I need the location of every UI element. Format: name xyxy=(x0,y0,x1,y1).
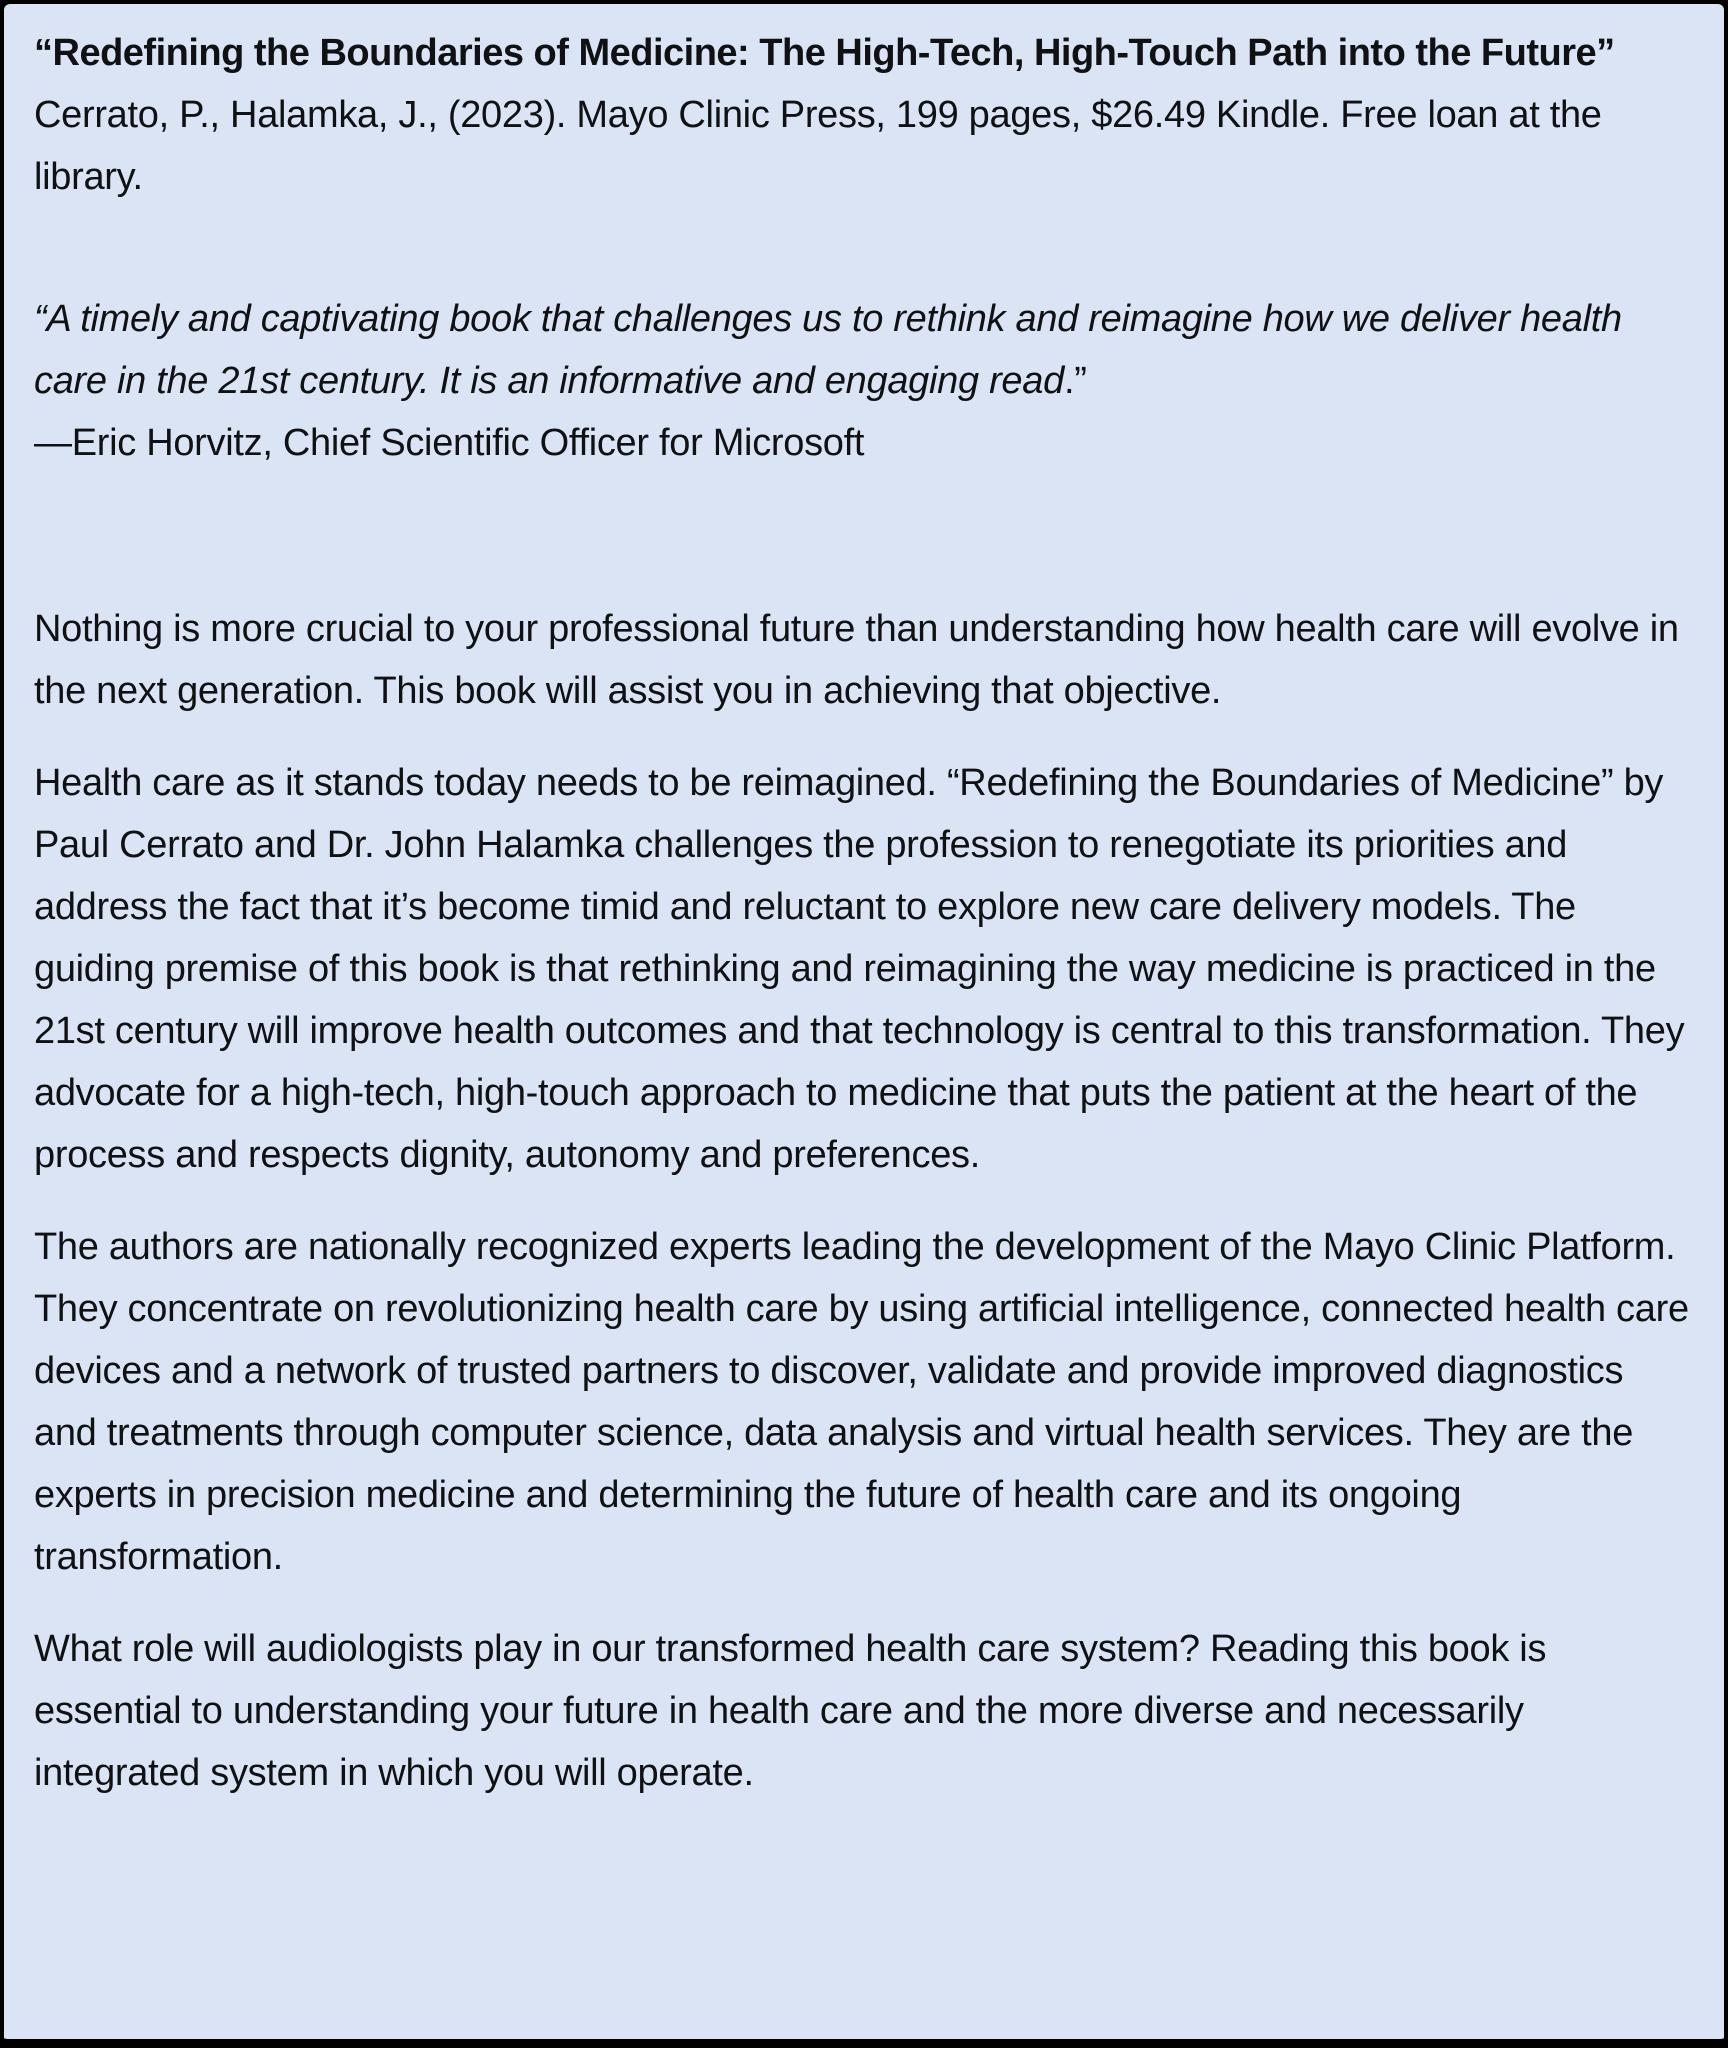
endorsement-quote xyxy=(34,288,1694,412)
book-title: “Redefining the Boundaries of Medicine: The High-Tech, High-Touch Path into the Future” xyxy=(34,32,1615,74)
endorsement-quote-closing: .” xyxy=(1063,360,1087,402)
review-paragraph: What role will audiologists play in our transformed health care system? Reading this book is essential to understanding your future in health care and the more diverse and necessarily integrated system in which you will operate. xyxy=(34,1628,1547,1794)
review-paragraph: Nothing is more crucial to your professional future than understanding how health care will evolve in the next generation. This book will assist you in achieving that objective. xyxy=(34,608,1679,712)
endorsement-attribution: —Eric Horvitz, Chief Scientific Officer for Microsoft xyxy=(34,422,865,464)
endorsement-quote-text: “A timely and captivating book that challenges us to rethink and reimagine how we deliver health care in the 21st century. It is an informative and engaging read xyxy=(34,298,1622,402)
review-paragraph: The authors are nationally recognized experts leading the development of the Mayo Clinic Platform. They concentrate on revolutionizing health care by using artificial intelligence, connected health care devices and a network of trusted partners to discover, validate and provide improved diagnostics and treatments through computer science, data analysis and virtual health services. They are the experts in precision medicine and determining the future of health care and its ongoing transformation. xyxy=(34,1226,1689,1578)
book-citation: Cerrato, P., Halamka, J., (2023). Mayo Clinic Press, 199 pages, $26.49 Kindle. Free loan at the library. xyxy=(34,94,1602,198)
review-paragraph: Health care as it stands today needs to be reimagined. “Redefining the Boundaries of Medicine” by Paul Cerrato and Dr. John Halamka challenges the profession to renegotiate its priorities and address the fact that it’s become timid and reluctant to explore new care delivery models. The guiding premise of this book is that rethinking and reimagining the way medicine is practiced in the 21st century will improve health outcomes and that technology is central to this transformation. They advocate for a high-tech, high-touch approach to medicine that puts the patient at the heart of the process and respects dignity, autonomy and preferences. xyxy=(34,762,1685,1176)
